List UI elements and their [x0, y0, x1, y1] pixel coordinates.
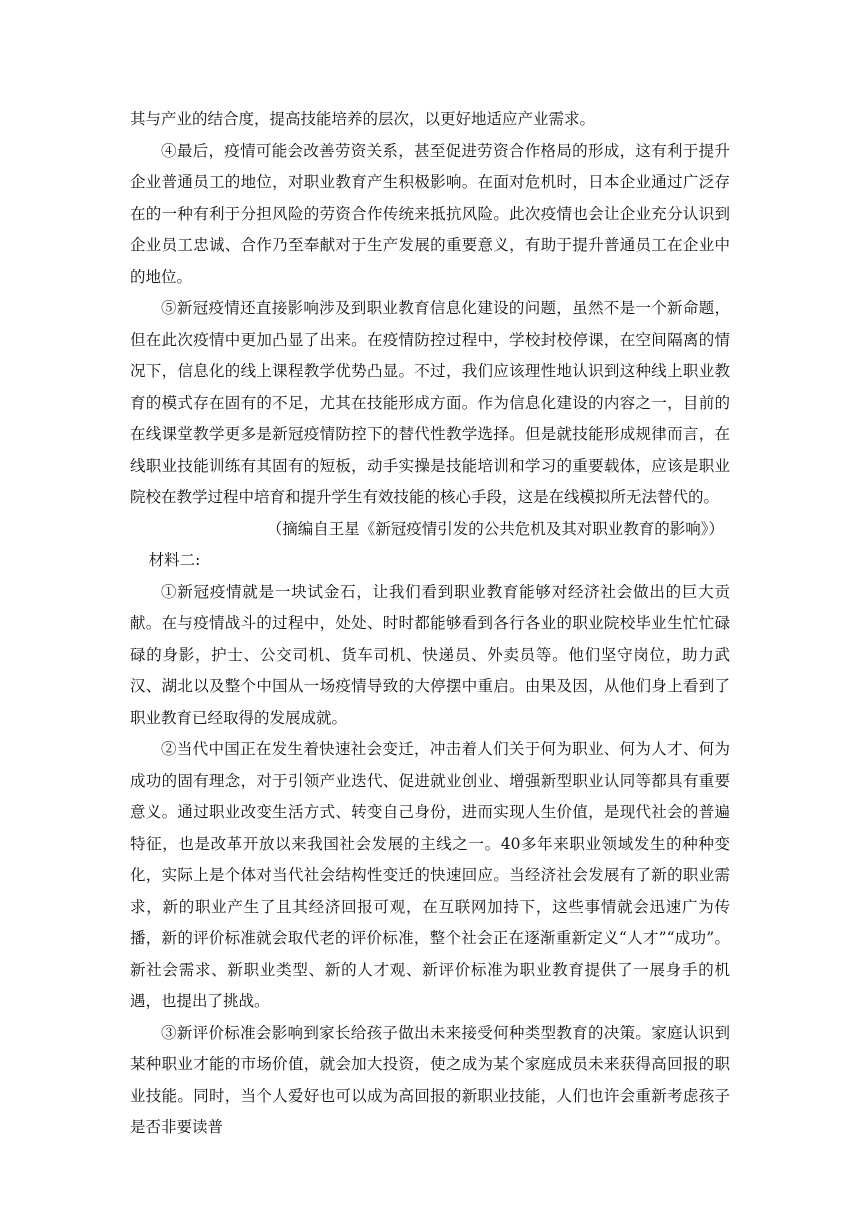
paragraph-4: ④最后，疫情可能会改善劳资关系，甚至促进劳资合作格局的形成，这有利于提升企业普通员工的地位，对职业教育产生积极影响。在面对危机时，日本企业通过广泛存在的一种有利于分担风险的劳资合作传统来抵抗风险。此次疫情也会让企业充分认识到企业员工忠诚、合作乃至奉献对于生产发展的重要意义，有助于提升普通员工在企业中的地位。 [130, 141, 730, 286]
source-citation: （摘编自王星《新冠疫情引发的公共危机及其对职业教育的影响》） [266, 519, 724, 538]
paragraph-continuation: 其与产业的结合度，提高技能培养的层次，以更好地适应产业需求。 [130, 110, 596, 128]
paragraph-5: ⑤新冠疫情还直接影响涉及到职业教育信息化建设的问题，虽然不是一个新命题，但在此次疫情中更加凸显了出来。在疫情防控过程中，学校封校停课，在空间隔离的情况下，信息化的线上课程教学优势凸显。不过，我们应该理性地认识到这种线上职业教育的模式存在固有的不足，尤其在技能形成方面。作为信息化建设的内容之一，目前的在线课堂教学更多是新冠疫情防控下的替代性教学选择。但是就技能形成规律而言，在线职业技能训练有其固有的短板，动手实操是技能培训和学习的重要载体，应该是职业院校在教学过程中培育和提升学生有效技能的核心手段，这是在线模拟所无法替代的。 [130, 299, 730, 506]
material-two-paragraph-1: ①新冠疫情就是一块试金石，让我们看到职业教育能够对经济社会做出的巨大贡献。在与疫情战斗的过程中，处处、时时都能够看到各行各业的职业院校毕业生忙忙碌碌的身影，护士、公交司机、货车司机、快递员、外卖员等。他们坚守岗位，助力武汉、湖北以及整个中国从一场疫情导致的大停摆中重启。由果及因，从他们身上看到了职业教育已经取得的发展成就。 [130, 582, 730, 727]
material-two-paragraph-2: ②当代中国正在发生着快速社会变迁，冲击着人们关于何为职业、何为人才、何为成功的固有理念，对于引领产业迭代、促进就业创业、增强新型职业认同等都具有重要意义。通过职业改变生活方式、转变自己身份，进而实现人生价值，是现代社会的普遍特征，也是改革开放以来我国社会发展的主线之一。40多年来职业领域发生的种种变化，实际上是个体对当代社会结构性变迁的快速回应。当经济社会发展有了新的职业需求，新的职业产生了且其经济回报可观，在互联网加持下，这些事情就会迅速广为传播，新的评价标准就会取代老的评价标准，整个社会正在逐渐重新定义“人才”“成功”。新社会需求、新职业类型、新的人才观、新评价标准为职业教育提供了一展身手的机遇，也提出了挑战。 [130, 740, 730, 1010]
material-two-paragraph-3: ③新评价标准会影响到家长给孩子做出未来接受何种类型教育的决策。家庭认识到某种职业才能的市场价值，就会加大投资，使之成为某个家庭成员未来获得高回报的职业技能。同时，当个人爱好也可以成为高回报的新职业技能，人们也许会重新考虑孩子是否非要读普 [130, 1023, 730, 1136]
material-two-label: 材料二: [148, 551, 201, 569]
document-page [130, 104, 730, 1144]
